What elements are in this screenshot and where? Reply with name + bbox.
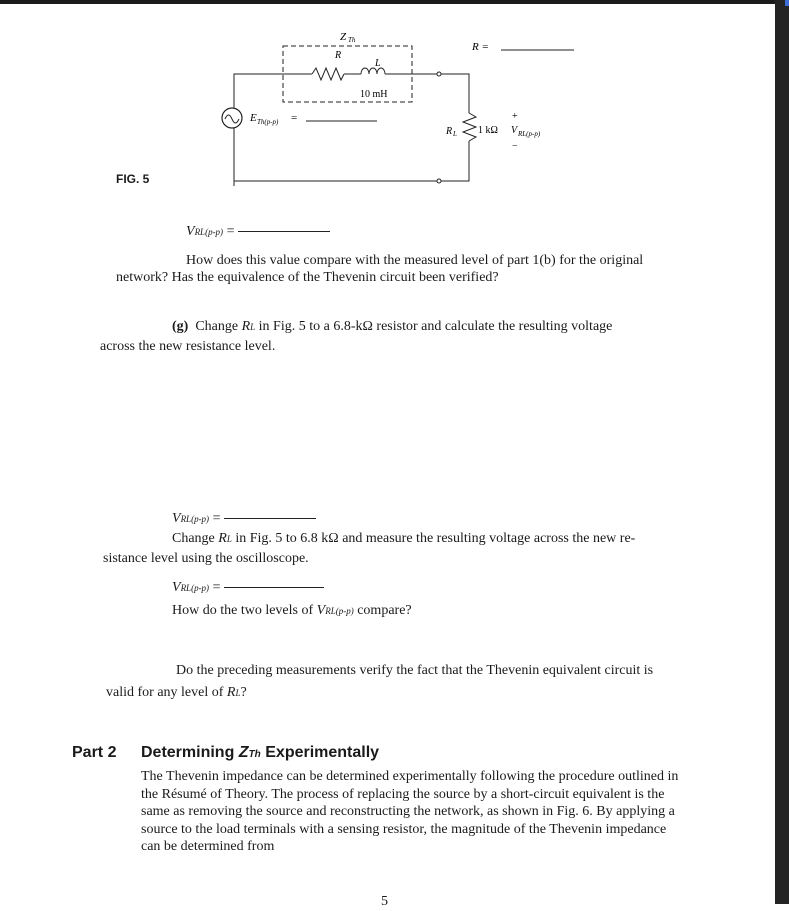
source-sub: Th(p-p) <box>257 118 279 126</box>
source-label: E <box>250 112 257 124</box>
part2-title-a: Determining <box>141 744 239 761</box>
part2-title-b: Experimentally <box>260 744 380 761</box>
vrl-calc-v: V <box>172 511 181 526</box>
g-text-a: Change <box>195 319 242 334</box>
part2-para-line: same as removing the source and reconstructing the network, as shown in Fig. 6. By applying a <box>141 804 675 819</box>
scrollbar-track[interactable] <box>775 0 789 904</box>
measure-rl-sub: L <box>226 534 232 544</box>
verify-b: ? <box>240 685 247 700</box>
terminal-top <box>437 72 441 76</box>
inductor-coil <box>361 68 385 74</box>
vrl-meas-equals: = <box>212 580 221 595</box>
measure-a: Change <box>172 531 219 546</box>
scrollbar-accent <box>785 0 789 6</box>
zth-label: Z <box>340 31 347 43</box>
vrl-f-v: V <box>186 224 195 239</box>
part2-title <box>141 744 379 762</box>
g-text-b: in Fig. 5 to a 6.8-kΩ resistor and calculate the resulting voltage <box>255 319 613 334</box>
compare-a: How do the two levels of <box>172 603 317 618</box>
measure-rl: R <box>218 531 227 546</box>
rl-label: R <box>446 126 453 137</box>
zth-sub: Th <box>348 36 356 44</box>
vrl-f-sub: RL(p-p) <box>194 227 224 237</box>
v-label: V <box>511 125 518 136</box>
resistor-zigzag <box>312 68 344 80</box>
vrl-meas-sub: RL(p-p) <box>180 583 210 593</box>
part2-para-line: source to the load terminals with a sensing resistor, the magnitude of the Thevenin impedance <box>141 821 667 837</box>
vrl-f-line <box>186 223 330 242</box>
left-wire <box>234 74 312 186</box>
circuit-figure <box>0 0 775 200</box>
g-rl-sub: L <box>250 322 256 332</box>
r-label: R <box>335 50 342 61</box>
l-label: L <box>375 58 381 69</box>
rl-value: 1 kΩ <box>478 125 498 136</box>
part2-para-line: the Résumé of Theory. The process of replacing the source by a short-circuit equivalent is the <box>141 786 665 802</box>
compare-b: compare? <box>353 603 412 618</box>
compare-line <box>172 602 412 621</box>
v-plus: + <box>512 111 518 122</box>
part2-para-line: The Thevenin impedance can be determined experimentally following the procedure outlined in <box>141 769 679 784</box>
page-number: 5 <box>381 894 388 909</box>
part2-para-line: can be determined from <box>141 839 275 854</box>
verify-line2 <box>106 684 247 703</box>
figure-label: FIG. 5 <box>116 172 150 186</box>
part2-title-sub: Th <box>248 749 261 760</box>
vrl-meas-line <box>172 579 324 598</box>
r-equals-label: R = <box>472 41 489 53</box>
vrl-f-blank[interactable] <box>238 231 330 232</box>
l-value: 10 mH <box>360 89 388 100</box>
g-rl: R <box>241 319 251 334</box>
vrl-meas-v: V <box>172 580 181 595</box>
compare-v: V <box>316 603 326 618</box>
measure-b: in Fig. 5 to 6.8 kΩ and measure the resulting voltage across the new re- <box>231 531 636 546</box>
g-line1 <box>172 318 612 337</box>
question-f-line1: How does this value compare with the measured level of part 1(b) for the original <box>186 253 644 268</box>
part2-title-z: Z <box>238 744 249 761</box>
source-equals: = <box>291 112 298 124</box>
g-line2: across the new resistance level. <box>100 339 276 354</box>
verify-rl-sub: L <box>235 688 241 698</box>
vrl-f-equals: = <box>226 224 235 239</box>
g-marker: (g) <box>172 319 189 334</box>
part2-label: Part 2 <box>72 744 117 761</box>
measure-line1 <box>172 530 635 549</box>
part2-paragraph <box>141 768 711 856</box>
v-sub: RL(p-p) <box>518 130 541 138</box>
vrl-calc-equals: = <box>212 511 221 526</box>
vrl-meas-blank[interactable] <box>224 587 324 588</box>
rl-sub: L <box>453 130 457 138</box>
v-minus: − <box>512 141 518 152</box>
terminal-bottom <box>437 179 441 183</box>
compare-sub: RL(p-p) <box>325 606 354 616</box>
load-resistor-zigzag <box>463 113 476 141</box>
verify-rl: R <box>226 685 236 700</box>
verify-line1: Do the preceding measurements verify the fact that the Thevenin equivalent circuit is <box>176 663 654 678</box>
vrl-calc-line <box>172 510 316 529</box>
verify-a: valid for any level of <box>106 685 227 700</box>
measure-line2: sistance level using the oscilloscope. <box>103 551 309 566</box>
question-f-line2: network? Has the equivalence of the Thevenin circuit been verified? <box>116 270 499 285</box>
vrl-calc-sub: RL(p-p) <box>180 514 210 524</box>
vrl-calc-blank[interactable] <box>224 518 316 519</box>
